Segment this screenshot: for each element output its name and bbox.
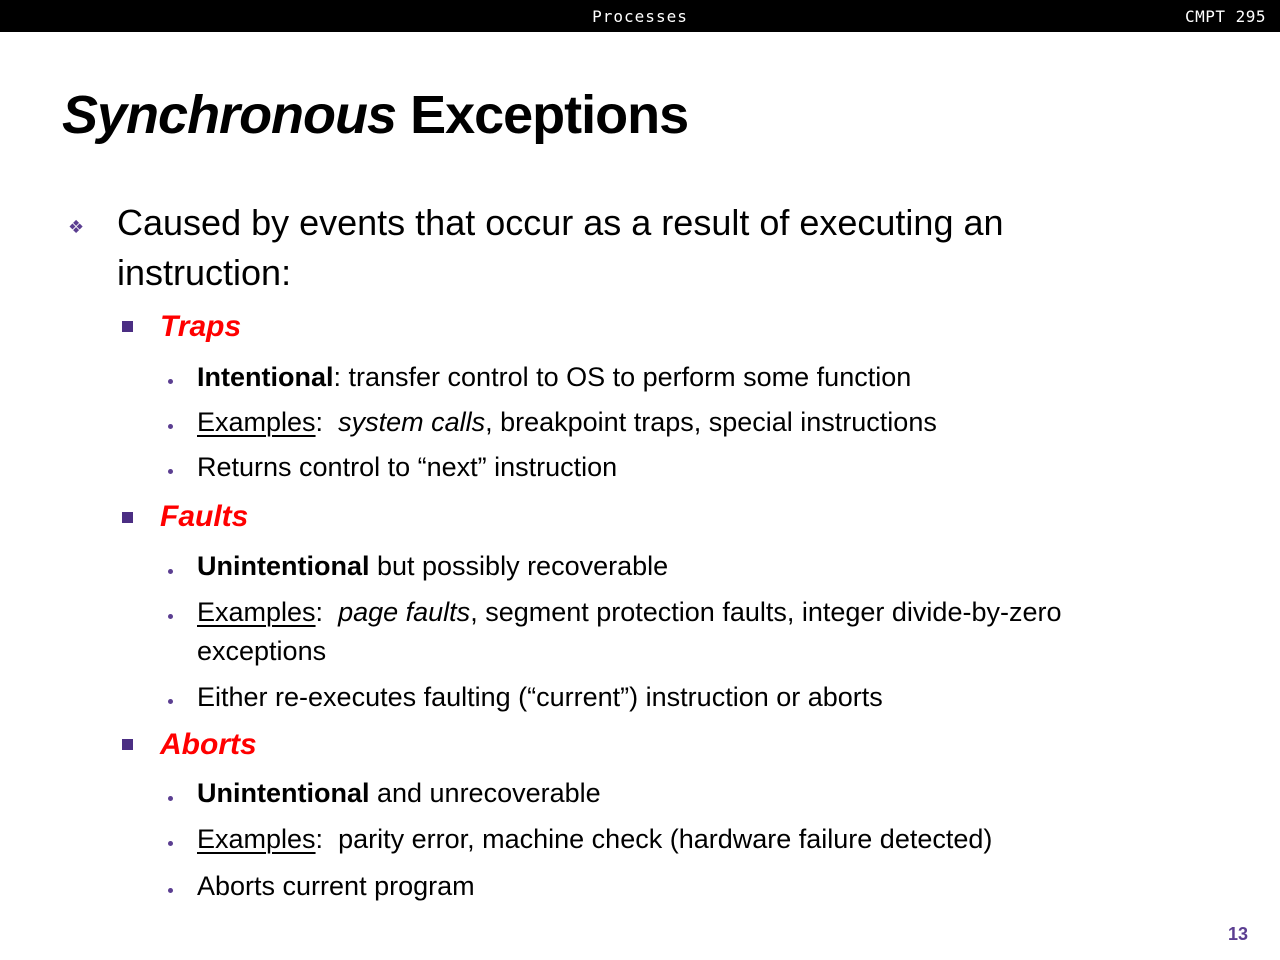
traps-b2-rest: , breakpoint traps, special instructions — [485, 407, 937, 437]
traps-heading: Traps — [160, 310, 242, 343]
dot-bullet-icon — [168, 796, 173, 801]
header-bar — [0, 0, 1280, 32]
faults-b1-rest: but possibly recoverable — [369, 551, 669, 581]
traps-bullet-2 — [197, 407, 937, 438]
slide-title — [62, 84, 688, 146]
traps-b2-colon: : — [315, 407, 324, 437]
dot-bullet-icon — [168, 424, 173, 429]
traps-b1-bold: Intentional — [197, 362, 334, 392]
traps-bullet-1 — [197, 362, 911, 393]
title-rest: Exceptions — [410, 85, 689, 145]
aborts-b1-rest: and unrecoverable — [369, 778, 601, 808]
faults-bullet-1 — [197, 551, 668, 582]
square-bullet-icon — [122, 321, 133, 332]
aborts-b2-label: Examples — [197, 824, 316, 854]
faults-bullet-2 — [197, 597, 1062, 628]
faults-b2-colon: : — [315, 597, 324, 627]
aborts-heading: Aborts — [160, 728, 257, 761]
title-italic-part: Synchronous — [62, 85, 397, 145]
square-bullet-icon — [122, 739, 133, 750]
lecture-topic: Processes — [592, 7, 688, 26]
course-code: CMPT 295 — [1184, 7, 1266, 26]
faults-b2-italic: page faults — [338, 597, 471, 627]
faults-b2-label: Examples — [197, 597, 316, 627]
traps-b2-italic: system calls — [338, 407, 486, 437]
faults-bullet-2-cont: exceptions — [197, 636, 327, 666]
traps-bullet-3: Returns control to “next” instruction — [197, 452, 618, 482]
intro-line-2: instruction: — [117, 252, 292, 293]
faults-heading: Faults — [160, 500, 249, 533]
intro-line-1: Caused by events that occur as a result of executing an — [117, 202, 1004, 243]
dot-bullet-icon — [168, 379, 173, 384]
faults-b2-rest: , segment protection faults, integer divide-by-zero — [470, 597, 1062, 627]
aborts-b1-bold: Unintentional — [197, 778, 370, 808]
traps-b1-rest: : transfer control to OS to perform some function — [333, 362, 912, 392]
dot-bullet-icon — [168, 569, 173, 574]
page-number: 13 — [1227, 924, 1248, 944]
aborts-b2-colon: : — [315, 824, 324, 854]
aborts-b2-rest: parity error, machine check (hardware failure detected) — [338, 824, 993, 854]
diamond-bullet-icon: ❖ — [68, 217, 85, 237]
square-bullet-icon — [122, 512, 133, 523]
dot-bullet-icon — [168, 888, 173, 893]
dot-bullet-icon — [168, 469, 173, 474]
aborts-bullet-2 — [197, 824, 992, 855]
dot-bullet-icon — [168, 699, 173, 704]
dot-bullet-icon — [168, 841, 173, 846]
dot-bullet-icon — [168, 614, 173, 619]
faults-bullet-3: Either re-executes faulting (“current”) instruction or aborts — [197, 682, 883, 712]
traps-b2-label: Examples — [197, 407, 316, 437]
faults-b1-bold: Unintentional — [197, 551, 370, 581]
aborts-bullet-3: Aborts current program — [197, 871, 475, 901]
aborts-bullet-1 — [197, 778, 601, 809]
